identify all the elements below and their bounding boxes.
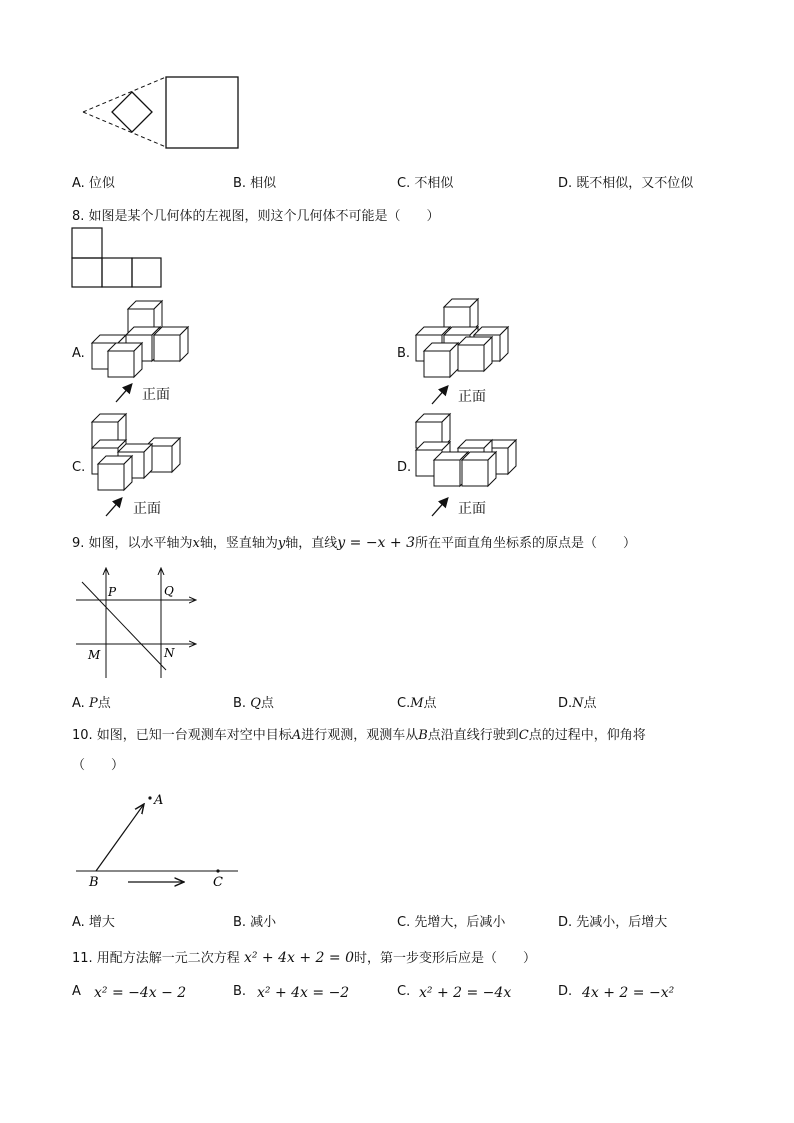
dashed-ray-lower xyxy=(83,112,166,147)
q8-option-c-solid[interactable] xyxy=(90,412,190,496)
q11-option-d-letter[interactable]: D. xyxy=(558,984,573,999)
q9-line-equation: y = −x + 3 xyxy=(337,535,415,551)
q11-stem: 11. 用配方法解一元二次方程 x² + 4x + 2 = 0时，第一步变形后应是（ ） xyxy=(72,950,536,966)
q9-figure xyxy=(72,564,202,682)
q11-option-c[interactable]: x² + 2 = −4x xyxy=(419,985,512,1001)
q9-option-c[interactable]: C.M点 xyxy=(397,696,437,711)
q10-option-a[interactable]: A. 增大 xyxy=(72,915,115,930)
q9-label-q: Q xyxy=(164,584,174,598)
q8-option-c-letter[interactable]: C. xyxy=(72,460,86,475)
q8-option-b-front-label: 正面 xyxy=(458,389,486,405)
q10-option-d[interactable]: D. 先减小，后增大 xyxy=(558,915,668,930)
q9-option-b[interactable]: B. Q点 xyxy=(233,696,274,711)
q7-option-b[interactable]: B. 相似 xyxy=(233,176,277,191)
q11-option-d[interactable]: 4x + 2 = −x² xyxy=(582,985,675,1001)
q7-figure xyxy=(80,74,242,154)
q8-option-a-front-arrow xyxy=(114,380,136,404)
q10-label-b: B xyxy=(89,875,99,890)
q8-option-a-front-label: 正面 xyxy=(142,387,170,403)
q8-left-view xyxy=(71,227,163,289)
q10-label-a: A xyxy=(154,793,164,808)
q11-option-b[interactable]: x² + 4x = −2 xyxy=(257,985,350,1001)
q10-stem: 10. 如图，已知一台观测车对空中目标A进行观测，观测车从B点沿直线行驶到C点的过程中，仰角将 xyxy=(72,728,646,743)
q9-label-m: M xyxy=(88,648,101,662)
q8-option-a-letter[interactable]: A. xyxy=(72,346,85,361)
q7-option-d[interactable]: D. 既不相似，又不位似 xyxy=(558,176,694,191)
large-square xyxy=(166,77,238,148)
q11-option-c-letter[interactable]: C. xyxy=(397,984,411,999)
q8-option-b-solid[interactable] xyxy=(414,297,524,385)
q10-option-c[interactable]: C. 先增大，后减小 xyxy=(397,915,506,930)
q10-figure xyxy=(72,790,242,894)
q11-option-a[interactable]: x² = −4x − 2 xyxy=(94,985,187,1001)
q9-stem: 9. 如图，以水平轴为x轴，竖直轴为y轴，直线y = −x + 3所在平面直角坐标系的原点是（ ） xyxy=(72,535,637,551)
dashed-ray-upper xyxy=(83,77,166,112)
q7-option-a[interactable]: A. 位似 xyxy=(72,176,115,191)
q10-stem-line2: （ ） xyxy=(72,758,125,773)
q9-label-p: P xyxy=(108,585,117,599)
q8-option-a-solid[interactable] xyxy=(90,297,200,385)
q7-option-c[interactable]: C. 不相似 xyxy=(397,176,454,191)
q10-option-b[interactable]: B. 减小 xyxy=(233,915,277,930)
q9-label-n: N xyxy=(164,646,175,660)
q8-option-b-letter[interactable]: B. xyxy=(397,346,411,361)
q8-option-d-front-label: 正面 xyxy=(458,501,486,517)
q8-option-b-front-arrow xyxy=(430,382,452,406)
small-diamond xyxy=(112,92,152,132)
q8-option-d-front-arrow xyxy=(430,494,452,518)
q8-option-d-solid[interactable] xyxy=(414,412,520,496)
q9-option-a[interactable]: A. P点 xyxy=(72,696,111,711)
q8-option-c-front-label: 正面 xyxy=(133,501,161,517)
q8-option-c-front-arrow xyxy=(104,494,126,518)
q8-stem: 8. 如图是某个几何体的左视图，则这个几何体不可能是（ ） xyxy=(72,209,440,224)
q9-option-d[interactable]: D.N点 xyxy=(558,696,597,711)
q8-option-d-letter[interactable]: D. xyxy=(397,460,412,475)
q11-equation: x² + 4x + 2 = 0 xyxy=(243,950,354,966)
q11-option-b-letter[interactable]: B. xyxy=(233,984,247,999)
q11-option-a-letter[interactable]: A xyxy=(72,984,81,999)
q10-label-c: C xyxy=(213,875,223,890)
